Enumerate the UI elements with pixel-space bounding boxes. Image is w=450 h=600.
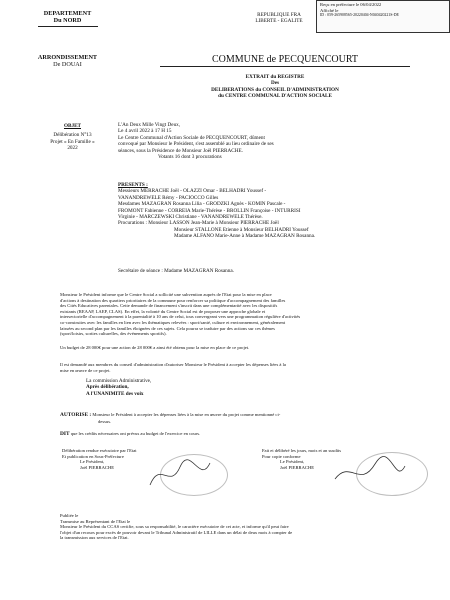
stamp-posted: Affiché le [320, 7, 339, 13]
autorise-block [60, 412, 445, 424]
divider [38, 26, 98, 27]
body-line: des Cités Educatives parentales. Cette demande de financement s'inscrit dans une complémentarité avec les dispositifs [60, 303, 278, 309]
presents-line: FROMONT Fabienne - CORREIA Marie-Thérèse - BROLLIN Françoise - INTURRISI [118, 207, 301, 214]
intro-line: convoqué par Monsieur le Président, s'est assemblé au lieu ordinaire de ses [118, 141, 274, 148]
republic-header [238, 12, 320, 25]
intro-line: Le Centre Communal d'Action Sociale de PECQUENCOURT, dûment [118, 134, 265, 141]
arrondissement-label [20, 54, 115, 68]
arrondissement-line2: De DOUAI [53, 61, 82, 69]
sign-right-name: Joël PIERRACHE [280, 464, 315, 470]
autorise-text: Monsieur le Président à accepter les dépenses liées à la mise en œuvre du projet comme mentionné ci- [92, 412, 281, 417]
footer-block [60, 513, 445, 541]
body-line: Monsieur le Président informe que le Centre Social a sollicité une subvention auprès de l'Etat pour la mise en place [60, 292, 272, 297]
extract-heading [140, 74, 410, 100]
intro-date: Le 4 avril 2022 à 17 H 15 [118, 128, 172, 135]
extract-line3: DELIBERATIONS du CONSEIL D'ADMINISTRATION [211, 86, 339, 93]
title-underline [160, 66, 410, 67]
autorise-label: AUTORISE : [60, 412, 92, 418]
presents-line: Mesdames MAZAGRAN Rosanna Lilia - GRODZKI Agnès - KOMIN Pascale - [118, 201, 286, 208]
dit-text: que les crédits nécessaires ont prévus au budget de l'exercice en cours. [70, 431, 201, 436]
vote-block [86, 378, 286, 397]
presents-line: Messieurs MERRACHE Joël - OLAZZI Omar - BELHADRI Youssef - [118, 188, 267, 195]
footer-certification: l'objet d'un recours pour excès de pouvoir devant le Tribunal Administratif de LILLE dans un délai de deux mois à compter de [60, 529, 293, 535]
footer-transmitted: Transmise au Représentant de l'Etat le [60, 518, 131, 524]
sign-right-president: Le Président, [280, 459, 305, 465]
sign-left-president: Le Président, [80, 459, 105, 465]
intro-votants: Votants 16 dont 3 procurations [158, 154, 222, 161]
commune-title: COMMUNE de PECQUENCOURT [211, 54, 359, 65]
sign-right-line: Pour copie conforme [262, 453, 301, 459]
stamp-received: Reçu en préfecture le 06/04/2022 [320, 2, 382, 7]
secretary-line: Secrétaire de séance : Madame MAZAGRAN Rosanna. [118, 268, 234, 274]
objet-project: Projet « En Famille » [50, 138, 95, 145]
objet-label: OBJET [63, 123, 81, 129]
procuration-line: Procurations : Monsieur LASSON Jean-Marie à Monsieur PIERRACHE Joël [118, 220, 279, 227]
procuration-line: Madame ALFANO Marie-Anne à Madame MAZAGRAN Rosanna. [174, 233, 316, 240]
sign-left-line: Délibération rendue exécutoire par l'Etat [62, 448, 137, 453]
body-line: intersectorielle d'accompagnement à la parentalité à 10 ans de celui, tous convergeant vers une programmation régulière d'activités [60, 314, 301, 320]
footer-certification: la transmission aux services de l'Etat. [60, 535, 129, 541]
procuration-line: Monsieur STALLONE Etienne à Monsieur BELHADRI Youssef [174, 226, 309, 233]
footer-published: Publiée le [60, 513, 79, 518]
extract-line4: du CENTRE COMMUNAL D'ACTION SOCIALE [218, 93, 332, 100]
extract-line2: Des [270, 80, 280, 87]
request-line: mise en œuvre de ce projet. [60, 367, 111, 373]
presents-line: Virginie - MARCZEWSKI Christiane - VANANDREWELE Thérèse. [118, 214, 263, 221]
sign-left-line: Et publication en Sous-Préfecture [62, 453, 124, 459]
stamp-id: ID : 059-265908565-20220404-N040420221S-DE [320, 13, 399, 18]
signature-left [145, 455, 215, 495]
reception-stamp [316, 0, 450, 33]
objet-block [30, 123, 115, 152]
presents-block [118, 182, 443, 240]
intro-date-text: L'An Deux Mille Vingt Deux, [118, 122, 181, 128]
department-line2: Du NORD [53, 17, 82, 25]
sign-right-line: Fait et délibéré les jours, mois et an susdits [262, 448, 341, 453]
department-label [20, 10, 115, 24]
vote-unanimity: A l'UNANIMITE des voix [86, 390, 144, 397]
signature-right [330, 454, 410, 494]
objet-year: 2022 [67, 145, 78, 152]
body-line: existants (REAAP, LAEP, CLAS). En effet, la volonté du Centre Social est de proposer une approche globale et [60, 308, 266, 314]
request-paragraph [60, 362, 445, 373]
body-paragraph [60, 292, 445, 337]
autorise-text-cont: dessus. [98, 418, 112, 424]
body-line: laissées au second plan par les familles éloignées de ces sujets. Cela pourra se traduire par des actions sur ces thèmes [60, 325, 275, 331]
republic-motto: LIBERTE - EGALITE [255, 18, 303, 25]
budget-paragraph: Un budget de 28 000€ pour une action de 28 000€ a ainsi été obtenu pour la mise en place de ce projet. [60, 345, 250, 350]
presents-line: VANANDREWELE Rémy - PACIOCCO Gilles [118, 194, 219, 201]
presents-label: PRESENTS : [118, 182, 148, 188]
republic-name: REPUBLIQUE FRA [257, 12, 301, 18]
vote-after: Après délibération, [86, 384, 129, 391]
intro-block [118, 122, 438, 160]
dit-label: DIT [60, 431, 70, 437]
request-line: Il est demandé aux membres du conseil d'administration d'autoriser Monsieur le Président à accepter les dépenses liées à la [60, 362, 286, 367]
arrondissement-line1: ARRONDISSEMENT [37, 54, 98, 61]
department-line1: DEPARTEMENT [43, 10, 92, 17]
body-line: co-construites avec les familles en lien avec les thématiques relevées : sport/santé, culture et environnement, généralement [60, 319, 286, 325]
sign-left-name: Joël PIERRACHE [80, 464, 115, 470]
body-line: (sport/loisirs, sorties culturelles, des événements sportifs). [60, 331, 167, 337]
extract-line1: EXTRAIT du REGISTRE [245, 74, 305, 80]
objet-deliberation: Délibération N°13 [53, 132, 92, 139]
intro-line: séances, sous la Présidence de Monsieur Joël PIERRACHE. [118, 147, 243, 154]
vote-commission: La commission Administrative, [86, 378, 152, 384]
footer-certification: Monsieur le Président du CCAS certifie, sous sa responsabilité, le caractère exécutoire de cet acte, et informe qu'il peut faire [60, 524, 289, 530]
body-line: d'actions à destination des quartiers prioritaires de la commune pour renforcer sa politique d'accompagnement des familles [60, 297, 286, 303]
dit-block [60, 431, 445, 438]
